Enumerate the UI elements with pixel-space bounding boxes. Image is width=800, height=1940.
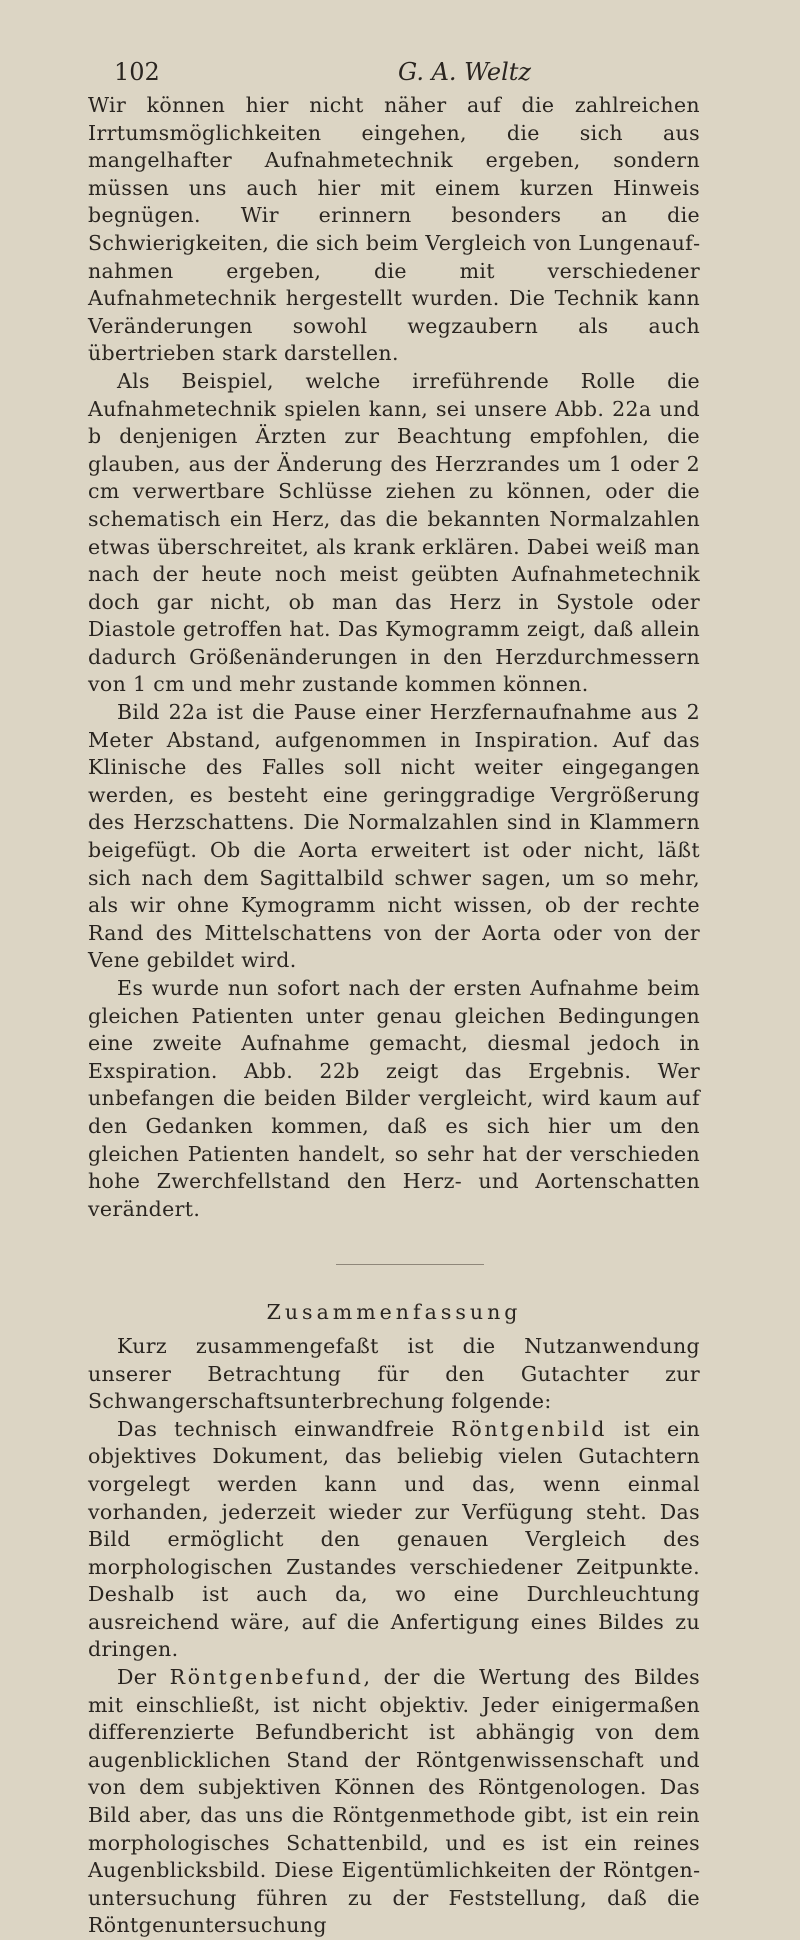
paragraph-rest: ist ein objektives Dokument, das beliebig vielen Gutachtern vorgelegt werden kann und das, wenn einmal vorhanden, jederzeit wieder zur Verfügung steht. Das Bild ermöglicht den genauen Vergleich des morphologischen Zustandes verschiedener Zeitpunkte. Deshalb ist auch da, wo eine Durchleuchtung ausreichend wäre, auf die Anfertigung eines Bildes zu dringen. bbox=[88, 1416, 700, 1662]
section-title: Zusammenfassung bbox=[266, 1300, 522, 1325]
section-divider bbox=[336, 1264, 484, 1265]
paragraph-rest: , der die Wertung des Bildes mit einschließt, ist nicht objektiv. Jeder einigermaßen differenzierte Befundbericht ist abhängig von dem augenblicklichen Stand der Röntgenwissenschaft und von dem subjektiven Können des Röntgenologen. Das Bild aber, das uns die Röntgenmethode gibt, ist ein rein morphologisches Schattenbild, und es ist ein reines Augenblicksbild. Diese Eigentümlichkeiten der Röntgenuntersuchung führen zu der Feststellung, daß die Röntgenuntersuchung bbox=[88, 1665, 700, 1938]
running-head: G. A. Weltz bbox=[398, 58, 532, 86]
paragraph: Kurz zusammengefaßt ist die Nutzanwendung unserer Betrachtung für den Gutachter zur Schwangerschaftsunterbrechung folgende: bbox=[88, 1333, 700, 1414]
page-number: 102 bbox=[114, 58, 160, 86]
emphasized-term: Röntgenbild bbox=[451, 1416, 607, 1441]
page-header bbox=[88, 58, 700, 92]
paragraph bbox=[88, 1664, 700, 1940]
paragraph bbox=[88, 1416, 700, 1664]
emphasized-term: Röntgenbefund bbox=[169, 1665, 364, 1690]
paragraph-lead: Das technisch einwandfreie bbox=[117, 1416, 452, 1441]
paragraph: Als Beispiel, welche irreführende Rolle die Aufnahmetechnik spielen kann, sei unsere Abb. 22a und b denjenigen Ärzten zur Beachtung empfohlen, die glauben, aus der Änderung des Herzrandes um 1 oder 2 cm verwertbare Schlüsse ziehen zu können, oder die schematisch ein Herz, das die bekannten Normalzahlen etwas überschreitet, als krank erklären. Dabei weiß man nach der heute noch meist geübten Aufnahmetechnik doch gar nicht, ob man das Herz in Systole oder Diastole getroffen hat. Das Kymogramm zeigt, daß allein dadurch Größenänderungen in den Herzdurchmessern von 1 cm und mehr zustande kommen können. bbox=[88, 368, 701, 697]
body-text bbox=[88, 92, 700, 1223]
paragraph: Bild 22a ist die Pause einer Herzfernaufnahme aus 2 Meter Abstand, aufgenommen in Inspiration. Auf das Klinische des Falles soll nicht weiter eingegangen werden, es besteht eine geringgradige Vergrößerung des Herzschattens. Die Normalzahlen sind in Klammern beigefügt. Ob die Aorta erweitert ist oder nicht, läßt sich nach dem Sagittalbild schwer sagen, um so mehr, als wir ohne Kymogramm nicht wissen, ob der rechte Rand des Mittelschattens von der Aorta oder von der Vene gebildet wird. bbox=[88, 700, 700, 973]
paragraph: Wir können hier nicht näher auf die zahlreichen Irrtumsmöglichkeiten eingehen, die sich aus mangelhafter Aufnahmetechnik ergeben, sondern müssen uns auch hier mit einem kurzen Hinweis begnügen. Wir erinnern besonders an die Schwierigkeiten, die sich beim Vergleich von Lungenaufnahmen ergeben, die mit verschiedener Aufnahmetechnik hergestellt wurden. Die Technik kann Veränderungen sowohl wegzaubern als auch übertrieben stark darstellen. bbox=[88, 93, 700, 366]
paragraph-lead: Der bbox=[117, 1665, 170, 1690]
paragraph: Es wurde nun sofort nach der ersten Aufnahme beim gleichen Patienten unter genau gleichen Bedingungen eine zweite Aufnahme gemacht, diesmal jedoch in Exspiration. Abb. 22b zeigt das Ergebnis. Wer unbefangen die beiden Bilder vergleicht, wird kaum auf den Gedanken kommen, daß es sich hier um den gleichen Patienten handelt, so sehr hat der verschieden hohe Zwerchfellstand den Herz- und Aortenschatten verändert. bbox=[88, 976, 700, 1221]
summary-text bbox=[88, 1333, 700, 1940]
